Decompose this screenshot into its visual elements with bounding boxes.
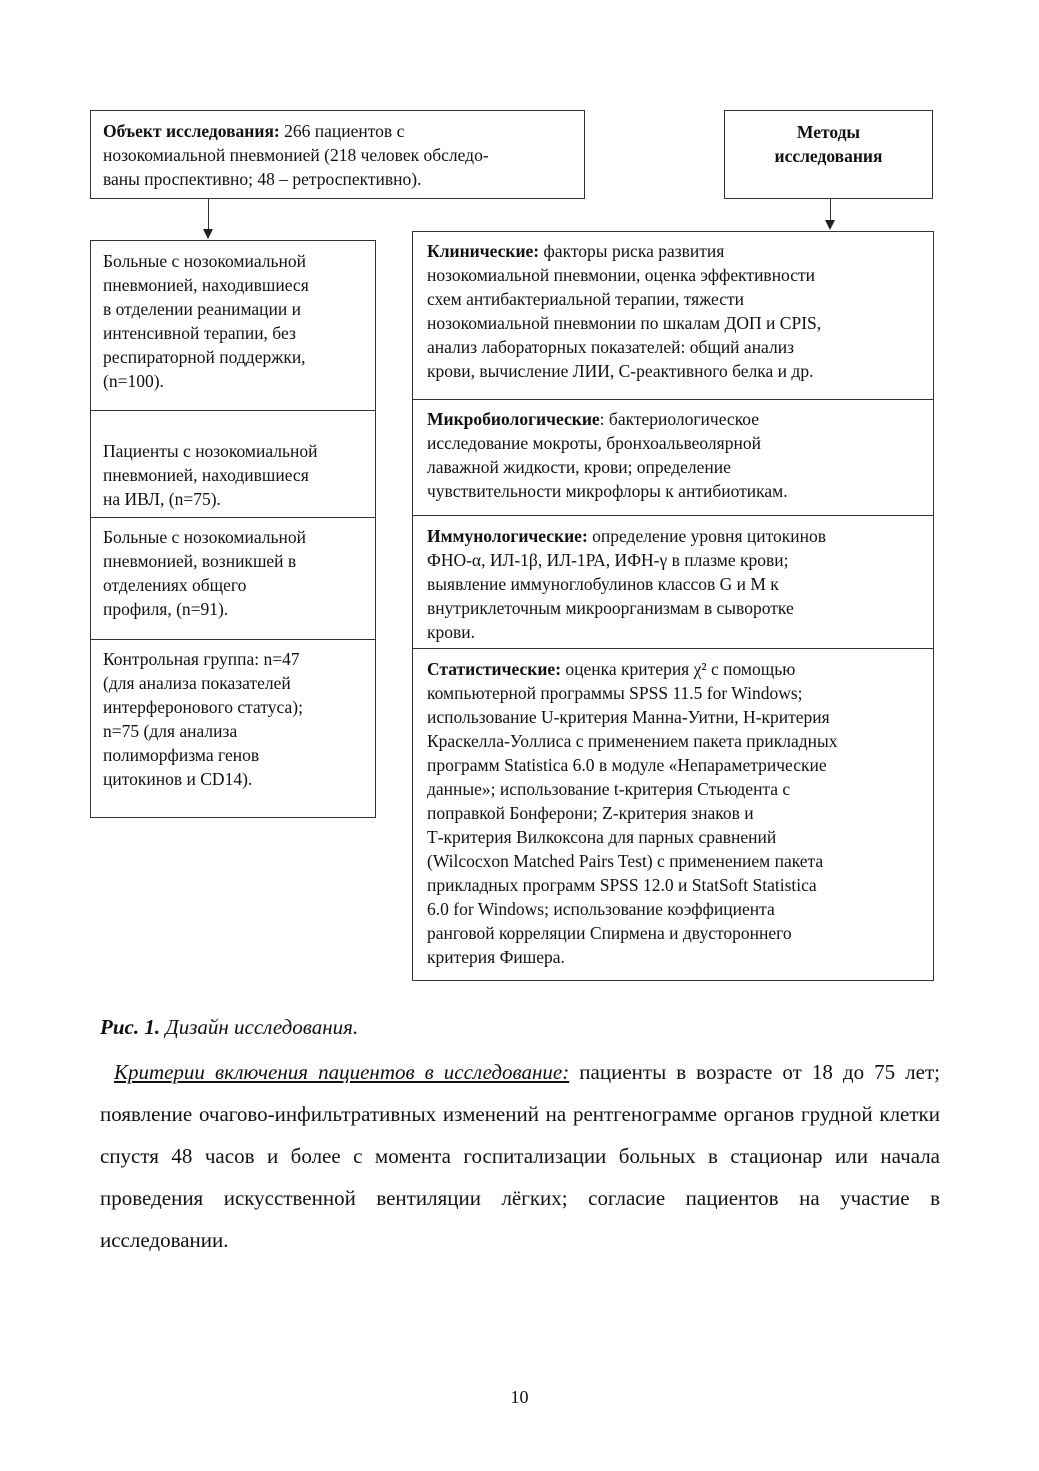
method-clinical: Клинические: факторы риска развития нозокомиальной пневмонии, оценка эффективности схем антибактериальной терапии, тяжести нозокомиальной пневмонии по шкалам ДОП и CPIS, анализ лабораторных показателей: общий анализ крови, вычисление ЛИИ, С-реактивного белка и др. — [427, 241, 822, 381]
object-box — [90, 110, 585, 199]
object-line-1: Объект исследования: 266 пациентов с — [103, 121, 405, 141]
group-3: Больные с нозокомиальной пневмонией, возникшей в отделениях общего профиля, (n=91). — [103, 527, 306, 619]
group-divider-3 — [91, 639, 375, 640]
arrow-left-shaft — [208, 199, 209, 229]
figure-caption — [100, 1015, 358, 1040]
method-microbiological: Микробиологические: бактериологическое исследование мокроты, бронхоальвеолярной лаважной жидкости, крови; определение чувствительности микрофлоры к антибиотикам. — [427, 409, 788, 501]
group-2: Пациенты с нозокомиальной пневмонией, находившиеся на ИВЛ, (n=75). — [103, 441, 318, 509]
method-immunological: Иммунологические: определение уровня цитокинов ФНО-α, ИЛ-1β, ИЛ-1РА, ИФН-γ в плазме крови; выявление иммуноглобулинов классов G и M к внутриклеточным микроорганизмам в сыворотке крови. — [427, 526, 827, 642]
inclusion-criteria-paragraph — [100, 1051, 940, 1261]
methods-box — [724, 110, 933, 199]
group-divider-2 — [91, 517, 375, 518]
object-heading: Объект исследования: — [103, 121, 280, 141]
methods-title-line-1: Методы — [796, 122, 861, 142]
group-4: Контрольная группа: n=47 (для анализа показателей интерферонового статуса); n=75 (для анализа полиморфизма генов цитокинов и CD14). — [103, 649, 303, 789]
method-microbiological-heading: Микробиологические — [427, 409, 600, 429]
methods-detail-box — [412, 231, 934, 981]
method-statistical-heading: Статистические: — [427, 659, 562, 679]
object-line-2: нозокомиальной пневмонией (218 человек обследо- — [103, 145, 489, 165]
methods-box-text — [725, 120, 932, 168]
figure-label: Рис. 1. — [100, 1015, 161, 1039]
arrow-right-shaft — [830, 199, 831, 220]
method-divider-3 — [413, 648, 933, 649]
figure-title: Дизайн исследования. — [160, 1015, 359, 1039]
groups-box — [90, 240, 376, 818]
arrow-left-head — [203, 229, 213, 239]
method-immunological-heading: Иммунологические: — [427, 526, 588, 546]
group-1: Больные с нозокомиальной пневмонией, находившиеся в отделении реанимации и интенсивной терапии, без респираторной поддержки, (n=100). — [103, 251, 309, 391]
inclusion-criteria-heading: Критерии включения пациентов в исследование: — [114, 1060, 570, 1084]
method-statistical: Статистические: оценка критерия χ² с помощью компьютерной программы SPSS 11.5 for Windows; использование U-критерия Манна-Уитни, Н-критерия Краскелла-Уоллиса с применением пакета прикладных программ Statistica 6.0 в модуле «Непараметрические данные»; использование t-критерия Стьюдента с поправкой Бонферони; Z-критерия знаков и Т-критерия Вилкоксона для парных сравнений (Wilcocxon Matched Pairs Test) с применением пакета прикладных программ SPSS 12.0 и StatSoft Statistica 6.0 for Windows; использование коэффициента ранговой корреляции Спирмена и двустороннего критерия Фишера. — [427, 659, 838, 967]
object-box-text — [91, 119, 584, 191]
group-divider-1 — [91, 410, 375, 411]
inclusion-criteria-text: пациенты в возрасте от 18 до 75 лет; появление очагово-инфильтративных изменений на рентгенограмме органов грудной клетки спустя 48 часов и более с момента госпитализации больных в стационар или начала проведения искусственной вентиляции лёгких; согласие пациентов на участие в исследовании. — [100, 1060, 940, 1252]
method-clinical-heading: Клинические: — [427, 241, 540, 261]
object-line-3: ваны проспективно; 48 – ретроспективно). — [103, 169, 422, 189]
arrow-right-head — [825, 220, 835, 230]
methods-title-line-2: исследования — [774, 146, 883, 166]
method-divider-1 — [413, 399, 933, 400]
page-number: 10 — [510, 1387, 529, 1407]
method-divider-2 — [413, 515, 933, 516]
